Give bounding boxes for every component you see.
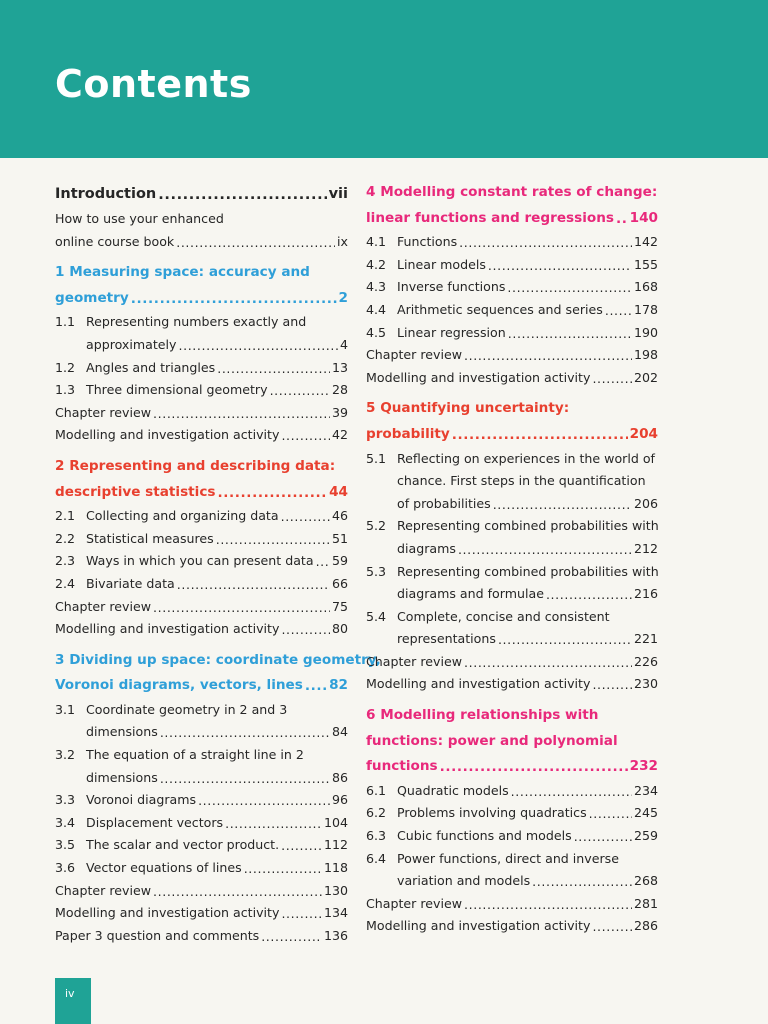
entry-title: Three dimensional geometry — [86, 382, 268, 398]
section-number: 3.2 — [55, 747, 76, 763]
toc-entry[interactable] — [55, 505, 348, 528]
toc-right-column — [366, 180, 658, 938]
page-number: 286 — [633, 918, 658, 934]
toc-entry[interactable] — [55, 789, 348, 812]
page-number: 230 — [633, 676, 658, 692]
page-number: 80 — [331, 621, 348, 637]
entry-title: Angles and triangles — [86, 359, 216, 375]
entry-title: Ways in which you can present data — [86, 553, 314, 569]
chapter-heading-1[interactable]: 1 Measuring space: accuracy and geometry ..... 2 — [55, 260, 348, 311]
dot-leader — [281, 835, 322, 851]
toc-entry[interactable] — [366, 915, 658, 938]
chapter-heading-2[interactable]: 2 Representing and describing data: descriptive statistics ..... 44 — [55, 454, 348, 505]
chapter-heading-3[interactable]: 3 Dividing up space: coordinate geometry, Voronoi diagrams, vectors, lines ..... 82 — [55, 648, 348, 699]
chapter-5-list — [366, 448, 658, 697]
entry-title: dimensions — [86, 724, 158, 740]
page-number: 221 — [633, 631, 658, 647]
page-number: 13 — [331, 359, 348, 375]
page-number: 268 — [633, 873, 658, 889]
section-number: 3.4 — [55, 814, 76, 830]
entry-title: Linear regression — [397, 324, 506, 340]
page-number: 155 — [633, 256, 658, 272]
entry-title: diagrams — [397, 540, 456, 556]
dot-leader — [270, 380, 330, 396]
entry-title: Displacement vectors — [86, 814, 224, 830]
entry-title: Chapter review — [55, 598, 152, 614]
toc-entry[interactable] — [55, 721, 348, 744]
chapter-4-list — [366, 231, 658, 389]
section-number: 5.1 — [366, 450, 387, 466]
page-number: 39 — [331, 404, 348, 420]
page-number: 190 — [633, 324, 658, 340]
page-number: 226 — [633, 653, 658, 669]
page-number: 75 — [331, 598, 348, 614]
toc-entry[interactable] — [366, 254, 658, 277]
entry-title: Problems involving quadratics — [397, 805, 587, 821]
entry-title: Power functions, direct and inverse — [397, 850, 619, 866]
dot-leader — [511, 781, 632, 797]
entry-title: The equation of a straight line in 2 — [86, 747, 304, 763]
toc-entry-online-course-book[interactable]: online course book ..... ix — [55, 231, 348, 254]
page-number: 104 — [323, 814, 348, 830]
entry-title: chance. First steps in the quantification — [397, 473, 646, 489]
dot-leader — [532, 871, 632, 887]
toc-entry[interactable] — [55, 767, 348, 790]
dot-leader — [244, 858, 322, 874]
dot-leader — [261, 926, 322, 942]
section-number: 3.3 — [55, 792, 76, 808]
section-number: 5.2 — [366, 518, 387, 534]
section-number: 5.4 — [366, 608, 387, 624]
page-number: 134 — [323, 905, 348, 921]
toc-entry[interactable] — [55, 311, 348, 334]
dot-leader — [281, 425, 330, 441]
page-number: 42 — [331, 427, 348, 443]
toc-entry[interactable] — [55, 925, 348, 948]
page-number: 96 — [331, 792, 348, 808]
entry-title: Functions — [397, 234, 458, 250]
entry-title: diagrams and formulae — [397, 586, 544, 602]
dot-leader — [592, 368, 632, 384]
entry-title: Modelling and investigation activity — [366, 918, 591, 934]
page-number: 84 — [331, 724, 348, 740]
toc-entry[interactable] — [366, 651, 658, 674]
dot-leader — [464, 652, 632, 668]
dot-leader — [153, 403, 330, 419]
entry-title: Reflecting on experiences in the world of — [397, 450, 655, 466]
toc-entry[interactable] — [55, 902, 348, 925]
section-number: 6.4 — [366, 850, 387, 866]
toc-entry[interactable] — [55, 357, 348, 380]
toc-entry[interactable] — [366, 515, 658, 538]
entry-title: Representing numbers exactly and — [86, 314, 307, 330]
toc-entry[interactable] — [55, 880, 348, 903]
section-number: 2.1 — [55, 508, 76, 524]
page-number: 86 — [331, 769, 348, 785]
entry-title: Cubic functions and models — [397, 828, 572, 844]
dot-leader — [281, 903, 322, 919]
toc-entry[interactable] — [55, 618, 348, 641]
toc-entry[interactable] — [55, 550, 348, 573]
entry-title: Linear models — [397, 256, 486, 272]
page-number: 206 — [633, 495, 658, 511]
entry-title: Paper 3 question and comments — [55, 927, 260, 943]
toc-entry[interactable] — [366, 606, 658, 629]
section-number: 3.6 — [55, 860, 76, 876]
toc-entry[interactable] — [366, 673, 658, 696]
toc-entry[interactable] — [366, 493, 658, 516]
section-number: 2.3 — [55, 553, 76, 569]
entry-title: Representing combined probabilities with — [397, 518, 659, 534]
dot-leader — [458, 539, 632, 555]
entry-title: Chapter review — [55, 404, 152, 420]
page-number: 130 — [323, 882, 348, 898]
entry-title: Arithmetic sequences and series — [397, 301, 603, 317]
entry-title: Voronoi diagrams — [86, 792, 197, 808]
toc-entry[interactable] — [55, 699, 348, 722]
toc-entry[interactable] — [55, 834, 348, 857]
page-number: 136 — [323, 927, 348, 943]
toc-entry[interactable] — [366, 561, 658, 584]
toc-entry[interactable] — [366, 893, 658, 916]
entry-title: The scalar and vector product. — [86, 837, 280, 853]
toc-entry[interactable] — [55, 596, 348, 619]
toc-entry-how-to-use[interactable]: How to use your enhanced — [55, 211, 224, 226]
page-number-tab — [55, 978, 91, 1024]
toc-entry[interactable] — [366, 344, 658, 367]
toc-entry[interactable] — [366, 780, 658, 803]
section-number: 1.2 — [55, 359, 76, 375]
page-number: 59 — [331, 553, 348, 569]
toc-entry[interactable] — [366, 583, 658, 606]
toc-entry[interactable] — [55, 424, 348, 447]
dot-leader — [198, 790, 330, 806]
entry-title: Collecting and organizing data — [86, 508, 279, 524]
page-number: 178 — [633, 301, 658, 317]
page-number: 212 — [633, 540, 658, 556]
dot-leader — [160, 768, 330, 784]
toc-entry[interactable] — [55, 744, 348, 767]
section-number: 4.2 — [366, 256, 387, 272]
toc-entry[interactable] — [55, 334, 348, 357]
toc-entry[interactable] — [366, 825, 658, 848]
dot-leader — [281, 619, 330, 635]
page-number: 142 — [633, 234, 658, 250]
page-number: 245 — [633, 805, 658, 821]
section-number: 3.1 — [55, 701, 76, 717]
dot-leader — [179, 335, 338, 351]
page-number: 28 — [331, 382, 348, 398]
entry-title: Statistical measures — [86, 530, 214, 546]
dot-leader — [546, 584, 632, 600]
section-number: 2.2 — [55, 530, 76, 546]
dot-leader — [459, 232, 632, 248]
page-number: 46 — [331, 508, 348, 524]
dot-leader — [574, 826, 632, 842]
dot-leader — [153, 597, 330, 613]
entry-title: Representing combined probabilities with — [397, 563, 659, 579]
section-number: 4.3 — [366, 279, 387, 295]
dot-leader — [498, 629, 632, 645]
toc-entry[interactable] — [366, 367, 658, 390]
section-number: 5.3 — [366, 563, 387, 579]
toc-entry[interactable] — [366, 848, 658, 871]
toc-entry-introduction[interactable]: Introduction ..... vii — [55, 180, 348, 208]
toc-entry[interactable] — [366, 802, 658, 825]
chapter-3-list — [55, 699, 348, 948]
toc-entry[interactable] — [55, 379, 348, 402]
toc-entry[interactable] — [366, 870, 658, 893]
entry-title: Modelling and investigation activity — [55, 905, 280, 921]
entry-title: Chapter review — [366, 347, 463, 363]
page-number: 168 — [633, 279, 658, 295]
dot-leader — [464, 345, 632, 361]
page-number: 118 — [323, 860, 348, 876]
chapter-heading-6[interactable]: 6 Modelling relationships with functions: power and polynomial functions ..... 232 — [366, 703, 658, 780]
entry-title: variation and models — [397, 873, 531, 889]
dot-leader — [507, 277, 632, 293]
toc-entry[interactable] — [366, 448, 658, 471]
entry-title: representations — [397, 631, 496, 647]
dot-leader — [464, 894, 632, 910]
page-number: 216 — [633, 586, 658, 602]
section-number: 1.1 — [55, 314, 76, 330]
entry-title: Modelling and investigation activity — [55, 427, 280, 443]
section-number: 3.5 — [55, 837, 76, 853]
entry-title: Modelling and investigation activity — [366, 369, 591, 385]
entry-title: Modelling and investigation activity — [366, 676, 591, 692]
toc-entry[interactable] — [366, 628, 658, 651]
dot-leader — [605, 300, 632, 316]
dot-leader — [216, 529, 330, 545]
toc-entry[interactable] — [366, 276, 658, 299]
section-number: 2.4 — [55, 575, 76, 591]
toc-entry[interactable] — [366, 538, 658, 561]
page-number: 234 — [633, 782, 658, 798]
dot-leader — [493, 494, 632, 510]
entry-title: Inverse functions — [397, 279, 506, 295]
header-banner — [0, 0, 768, 158]
toc-entry[interactable] — [366, 299, 658, 322]
toc-entry[interactable] — [366, 231, 658, 254]
entry-title: Chapter review — [366, 653, 463, 669]
entry-title: dimensions — [86, 769, 158, 785]
dot-leader — [153, 881, 322, 897]
chapter-heading-5[interactable]: 5 Quantifying uncertainty: probability ..... 204 — [366, 396, 658, 447]
chapter-2-list — [55, 505, 348, 641]
page-number: 259 — [633, 828, 658, 844]
page-number: iv — [65, 987, 75, 1000]
section-number: 6.1 — [366, 782, 387, 798]
dot-leader — [225, 813, 322, 829]
entry-title: Coordinate geometry in 2 and 3 — [86, 701, 288, 717]
entry-title: Modelling and investigation activity — [55, 621, 280, 637]
dot-leader — [281, 506, 330, 522]
toc-entry[interactable] — [55, 812, 348, 835]
dot-leader — [217, 358, 330, 374]
toc-entry[interactable] — [55, 402, 348, 425]
chapter-6-list — [366, 780, 658, 938]
dot-leader — [592, 674, 632, 690]
toc-entry[interactable] — [55, 573, 348, 596]
dot-leader — [592, 916, 632, 932]
section-number: 4.5 — [366, 324, 387, 340]
toc-entry[interactable] — [366, 322, 658, 345]
entry-title: Chapter review — [366, 895, 463, 911]
entry-title: Complete, concise and consistent — [397, 608, 610, 624]
page-title: Contents — [55, 62, 252, 106]
dot-leader — [589, 803, 632, 819]
section-number: 4.1 — [366, 234, 387, 250]
page-number: 198 — [633, 347, 658, 363]
toc-entry[interactable] — [55, 528, 348, 551]
page-number: 4 — [339, 336, 348, 352]
section-number: 4.4 — [366, 301, 387, 317]
section-number: 6.3 — [366, 828, 387, 844]
dot-leader — [488, 255, 632, 271]
page-number: 66 — [331, 575, 348, 591]
page-number: 281 — [633, 895, 658, 911]
entry-title: Quadratic models — [397, 782, 509, 798]
page-number: 51 — [331, 530, 348, 546]
toc-entry[interactable] — [55, 857, 348, 880]
section-number: 6.2 — [366, 805, 387, 821]
dot-leader — [160, 722, 330, 738]
page-number: 202 — [633, 369, 658, 385]
section-number: 1.3 — [55, 382, 76, 398]
entry-title: of probabilities — [397, 495, 491, 511]
page-number: 112 — [323, 837, 348, 853]
chapter-heading-4[interactable]: 4 Modelling constant rates of change: linear functions and regressions ..... 140 — [366, 180, 658, 231]
entry-title: Vector equations of lines — [86, 860, 242, 876]
toc-entry[interactable] — [366, 470, 658, 493]
dot-leader — [316, 551, 330, 567]
entry-title: Chapter review — [55, 882, 152, 898]
chapter-1-list — [55, 311, 348, 447]
dot-leader — [508, 323, 632, 339]
entry-title: Bivariate data — [86, 575, 175, 591]
dot-leader — [177, 574, 330, 590]
entry-title: approximately — [86, 336, 177, 352]
